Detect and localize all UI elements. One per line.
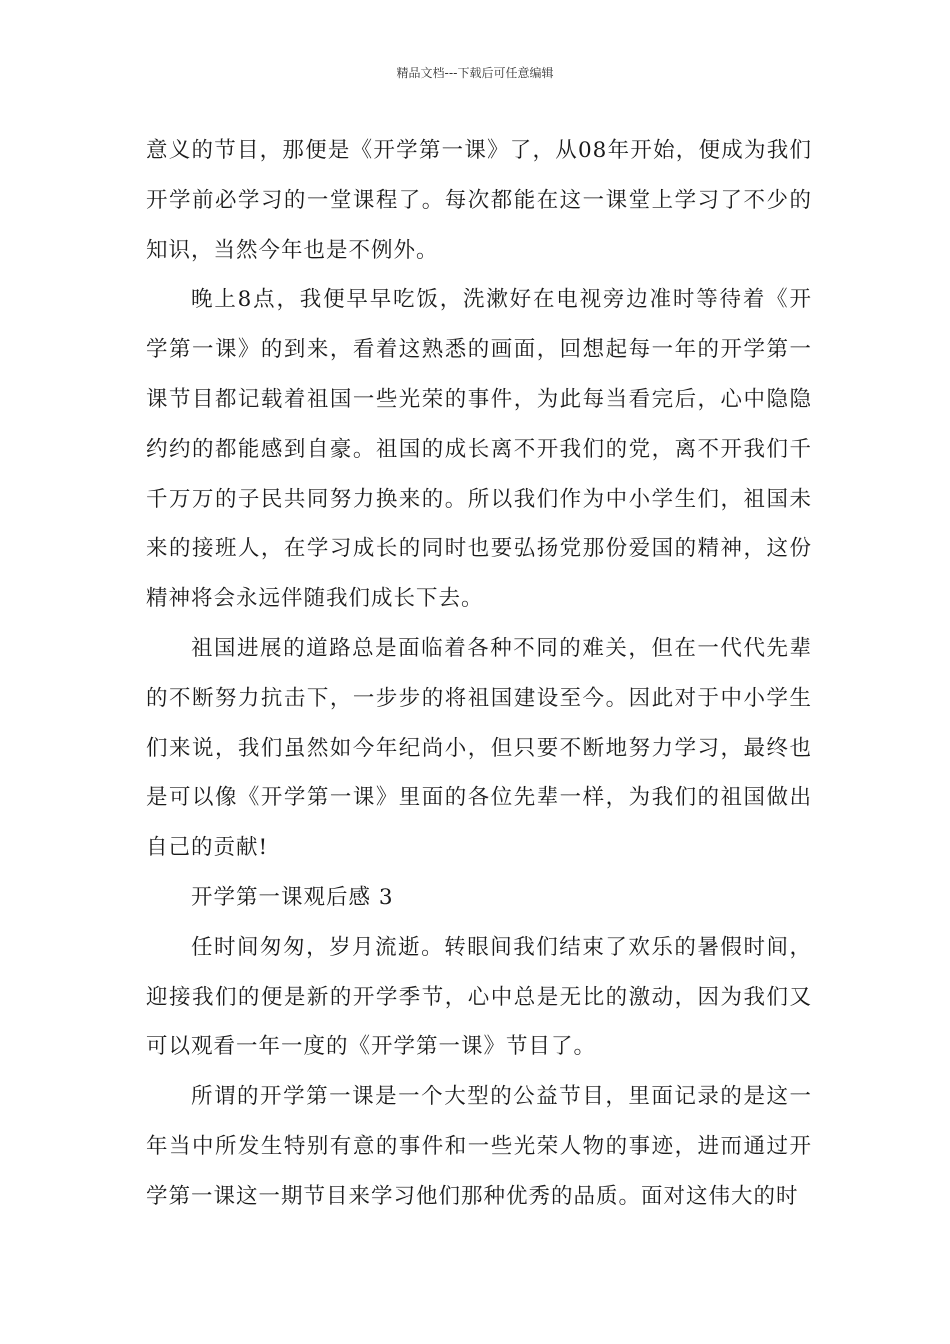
- paragraph-continuation: 意义的节目，那便是《开学第一课》了，从08年开始，便成为我们开学前必学习的一堂课程了。每次都能在这一课堂上学习了不少的知识，当然今年也是不例外。: [146, 138, 812, 263]
- paragraph: 晚上8点，我便早早吃饭，洗漱好在电视旁边准时等待着《开学第一课》的到来，看着这熟悉的画面，回想起每一年的开学第一课节目都记载着祖国一些光荣的事件，为此每当看完后，心中隐隐约约的都能感到自豪。祖国的成长离不开我们的党，离不开我们千千万万的子民共同努力换来的。所以我们作为中小学生们，祖国未来的接班人，在学习成长的同时也要弘扬党那份爱国的精神，这份精神将会永远伴随我们成长下去。: [146, 287, 812, 612]
- paragraph: 任时间匆匆，岁月流逝。转眼间我们结束了欢乐的暑假时间，迎接我们的便是新的开学季节，心中总是无比的激动，因为我们又可以观看一年一度的《开学第一课》节目了。: [146, 934, 812, 1060]
- paragraph: 祖国进展的道路总是面临着各种不同的难关，但在一代代先辈的不断努力抗击下，一步步的将祖国建设至今。因此对于中小学生们来说，我们虽然如今年纪尚小，但只要不断地努力学习，最终也是可以像《开学第一课》里面的各位先辈一样，为我们的祖国做出自己的贡献!: [146, 635, 812, 861]
- page-header: 精品文档---下载后可任意编辑: [396, 66, 554, 80]
- section-heading: 开学第一课观后感 3: [191, 884, 394, 910]
- document-body: [146, 126, 812, 1222]
- paragraph: 所谓的开学第一课是一个大型的公益节目，里面记录的是这一年当中所发生特别有意的事件和一些光荣人物的事迹，进而通过开学第一课这一期节目来学习他们那种优秀的品质。面对这伟大的时: [146, 1084, 812, 1209]
